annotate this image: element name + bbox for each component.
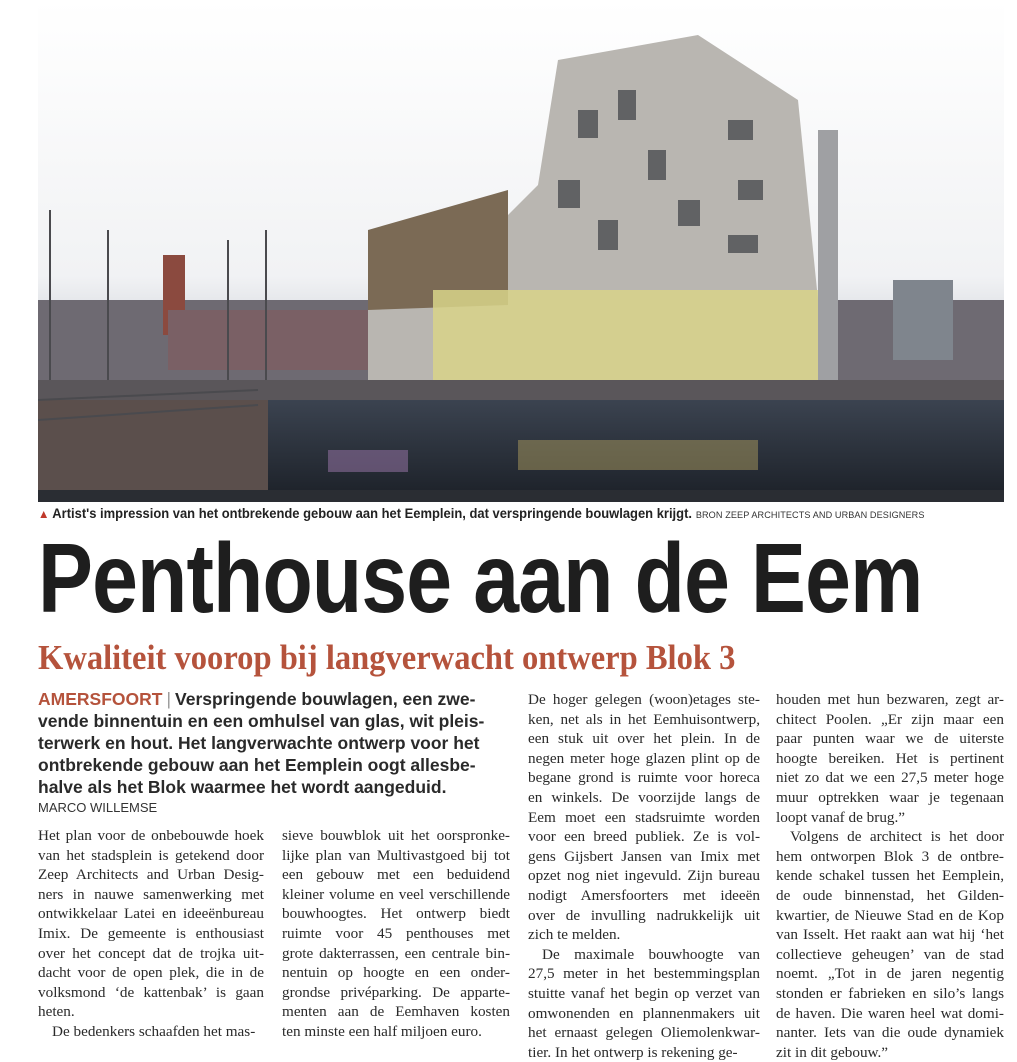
body-text-line: kende schakel tussen het Eemplein,: [776, 867, 1004, 885]
body-text-line: de oude binnenstad, het Gilden-: [776, 886, 1004, 904]
body-text-line: sieve bouwblok uit het oorspronke-: [282, 827, 510, 844]
body-text-line: zit in dit gebouw.”: [776, 1043, 889, 1061]
lead-paragraph: [38, 688, 508, 798]
triangle-icon: ▲: [38, 507, 50, 521]
body-text-line: noemt. „Tot in de jaren negentig: [776, 965, 1004, 983]
body-text-line: en winkels. De voorzijde langs de: [528, 788, 760, 806]
body-column-4: [776, 690, 1004, 1062]
body-text-line: collectieve geheugen’ van de stad: [776, 945, 1004, 963]
artist-impression-image: [38, 0, 1004, 502]
body-text-line: Zeep Architects and Urban Desig-: [38, 866, 264, 884]
body-text-line: Het plan voor de onbebouwde hoek: [38, 827, 264, 844]
lead-line: ontbrekende gebouw aan het Eemplein oogt allesbe-: [38, 755, 476, 775]
photo-credit: BRON ZEEP ARCHITECTS AND URBAN DESIGNERS: [695, 510, 925, 521]
lead-line: halve als het Blok waarmee het wordt aangeduid.: [38, 777, 447, 797]
body-text-line: De hoger gelegen (woon)etages ste-: [528, 691, 760, 708]
lead-line: vende binnentuin en een omhulsel van glas, wit pleis-: [38, 711, 485, 731]
body-text-line: het ernaast gelegen Oliemolenkwar-: [528, 1024, 760, 1042]
body-text-line: een gebouw met een beduidend: [282, 866, 510, 884]
body-text-line: chitect Poolen. „Er zijn maar een: [776, 710, 1004, 728]
body-text-line: de haven. Die waren heel wat domi-: [776, 1004, 1004, 1022]
body-text-line: ten minste een half miljoen euro.: [282, 1022, 482, 1040]
body-text-line: dacht voor de open plek, die in de: [38, 964, 264, 982]
body-text-line: tier. In het ontwerp is rekening ge-: [528, 1043, 738, 1061]
body-text-line: ruimte voor 45 penthouses met: [282, 924, 510, 942]
subheadline: Kwaliteit voorop bij langverwacht ontwerp Blok 3: [38, 638, 736, 677]
body-text-line: Imix. De gemeente is enthousiast: [38, 924, 264, 942]
body-text-line: negen meter hoge glazen plint op de: [528, 749, 760, 767]
body-text-line: stuitte vanaf het begin op verzet van: [528, 984, 760, 1002]
body-text-line: een stuk uit over het plein. In de: [528, 730, 760, 748]
body-text-line: begane grond is ruimte voor horeca: [528, 769, 760, 787]
body-text-line: volksmond ‘de kattenbak’ is gaan: [38, 983, 264, 1001]
body-text-line: stonden er fabrieken en silo’s langs: [776, 984, 1004, 1002]
body-text-line: van Isselt. Het raakt aan wat hij ‘het: [776, 926, 1004, 944]
body-text-line: muur optrekken waar je tegenaan: [776, 788, 1004, 806]
body-text-line: menten aan de Eemhaven kosten: [282, 1003, 510, 1021]
body-text-line: 27,5 meter in het bestemmingsplan: [528, 965, 760, 983]
byline: MARCO WILLEMSE: [38, 800, 158, 815]
body-text-line: over het concept dat de trojka uit-: [38, 944, 264, 962]
body-text-line: grote dakterrassen, een centrale bin-: [282, 944, 510, 962]
body-text-line: opzet nog niet ingevuld. Zijn bureau: [528, 867, 760, 885]
dateline-separator: |: [166, 689, 171, 709]
body-column-1: [38, 826, 264, 1042]
body-text-line: De bedenkers schaafden het mas-: [52, 1022, 256, 1040]
body-text-line: nentuin op hoogte en een onder-: [282, 964, 510, 982]
lead-line: Verspringende bouwlagen, een zwe-: [175, 689, 476, 709]
body-text-line: van het stadsplein is getekend door: [38, 846, 264, 864]
dateline: AMERSFOORT: [38, 689, 163, 709]
body-text-line: niet zo dat we een 27,5 meter hoge: [776, 769, 1004, 787]
body-text-line: kleiner volume en veel verschillende: [282, 885, 510, 903]
body-text-line: hoogte bereiken. Het is pertinent: [776, 749, 1004, 767]
body-text-line: omwonenden en plannenmakers uit: [528, 1004, 760, 1022]
body-text-line: grondse privéparking. De apparte-: [282, 983, 510, 1001]
body-text-line: nodigt Amersfoorters met ideeën: [528, 886, 760, 904]
body-column-2: [282, 826, 510, 1042]
body-text-line: heten.: [38, 1003, 75, 1021]
body-text-line: Eem moet een stadsruimte worden: [528, 808, 760, 826]
body-text-line: loopt vanaf de brug.”: [776, 808, 906, 826]
caption-text: Artist's impression van het ontbrekende gebouw aan het Eemplein, dat verspringende bouwlagen krijgt.: [52, 506, 692, 521]
photo-caption: [38, 505, 969, 522]
body-text-line: bouwhoogtes. Het ontwerp biedt: [282, 905, 510, 923]
body-text-line: ken, net als in het Eemhuisontwerp,: [528, 710, 760, 728]
body-text-line: nanter. Iets van die oude dynamiek: [776, 1024, 1004, 1042]
body-column-3: [528, 690, 760, 1062]
body-text-line: voor een breed publiek. Ze is vol-: [528, 828, 760, 846]
body-text-line: lijke plan van Multivastgoed bij tot: [282, 846, 510, 864]
body-text-line: kwartier, de Nieuwe Stad en de Kop: [776, 906, 1004, 924]
body-text-line: hem ontworpen Blok 3 de ontbre-: [776, 847, 1004, 865]
body-text-line: De maximale bouwhoogte van: [542, 945, 760, 963]
body-text-line: gens Gijsbert Jansen van Imix met: [528, 847, 760, 865]
lead-line: terwerk en hout. Het langverwachte ontwerp voor het: [38, 733, 480, 753]
body-text-line: zich te melden.: [528, 926, 621, 944]
body-text-line: houden met hun bezwaren, zegt ar-: [776, 691, 1004, 708]
body-text-line: Volgens de architect is het door: [790, 828, 1004, 846]
body-text-line: ontwikkelaar Latei en ideeënbureau: [38, 905, 264, 923]
body-text-line: paar punten waar we de uiterste: [776, 730, 1004, 748]
body-text-line: ners in nauwe samenwerking met: [38, 885, 264, 903]
body-text-line: over de invulling nadrukkelijk uit: [528, 906, 760, 924]
headline: Penthouse aan de Eem: [38, 523, 923, 633]
